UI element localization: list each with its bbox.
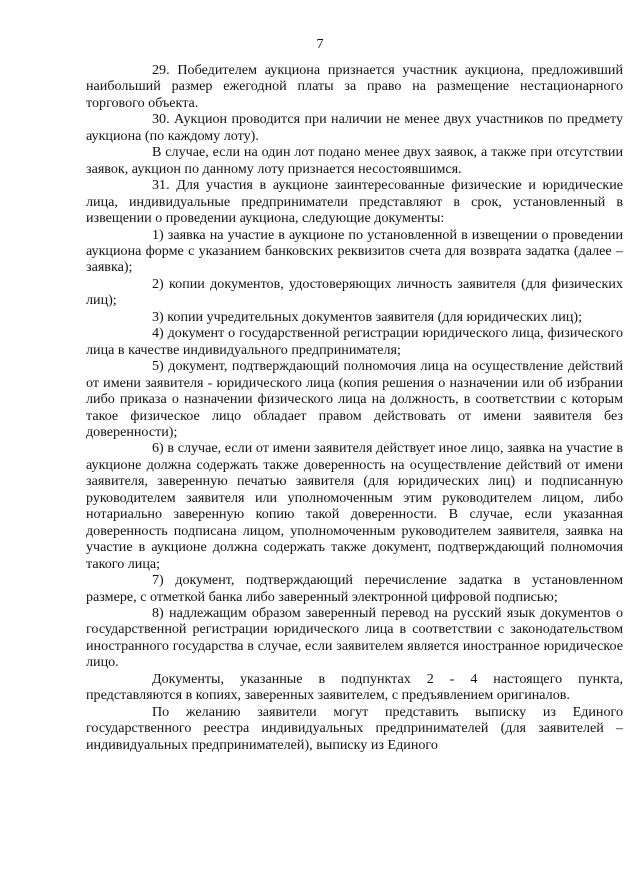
- list-item-2: 2) копии документов, удостоверяющих личность заявителя (для физических лиц);: [86, 275, 623, 309]
- page-number: 7: [316, 37, 324, 52]
- list-item-3: 3) копии учредительных документов заявителя (для юридических лиц);: [152, 308, 582, 325]
- list-item-1: 1) заявка на участие в аукционе по установленной в извещении о проведении аукциона форме с указанием банковских реквизитов счета для возврата задатка (далее – заявка);: [86, 226, 623, 276]
- paragraph-copies-note: Документы, указанные в подпунктах 2 - 4 настоящего пункта, представляются в копиях, заверенных заявителем, с предъявлением оригиналов.: [86, 670, 623, 704]
- paragraph-clause-29: 29. Победителем аукциона признается участник аукциона, предложивший наибольший размер ежегодной платы за право на размещение нестационарного торгового объекта.: [86, 62, 623, 111]
- paragraph-optional-extract: По желанию заявители могут представить выписку из Единого государственного реестра индивидуальных предпринимателей (для заявителей – индивидуальных предпринимателей), выписку из Единого: [86, 703, 623, 753]
- list-item-8: 8) надлежащим образом заверенный перевод на русский язык документов о государственной регистрации юридического лица в соответствии с законодательством иностранного государства в случае, если заявителем является иностранное юридическое лицо.: [86, 604, 623, 671]
- paragraph-clause-30: 30. Аукцион проводится при наличии не менее двух участников по предмету аукциона (по каждому лоту).: [86, 111, 623, 144]
- paragraph-clause-31: 31. Для участия в аукционе заинтересованные физические и юридические лица, индивидуальные предприниматели представляют в срок, установленный в извещении о проведении аукциона, следующие документы:: [86, 177, 623, 227]
- list-item-6: 6) в случае, если от имени заявителя действует иное лицо, заявка на участие в аукционе должна содержать также доверенность на осуществление действий от имени заявителя, заверенную печатью заявителя (для юридических лиц) и подписанную руководителем заявителя или уполномоченным этим руководителем лицом, либо нотариально заверенную копию такой доверенности. В случае, если указанная доверенность подписана лицом, уполномоченным руководителем заявителя, заявка на участие в аукционе должна содержать также документ, подтверждающий полномочия такого лица;: [86, 440, 623, 572]
- paragraph-clause-30-note: В случае, если на один лот подано менее двух заявок, а также при отсутствии заявок, аукцион по данному лоту признается несостоявшимся.: [86, 144, 623, 177]
- list-item-4: 4) документ о государственной регистрации юридического лица, физического лица в качестве индивидуального предпринимателя;: [86, 325, 623, 358]
- list-item-5: 5) документ, подтверждающий полномочия лица на осуществление действий от имени заявителя - юридического лица (копия решения о назначении или об избрании либо приказа о назначении физического лица на должность, в соответствии с которым такое физическое лицо обладает правом действовать от имени заявителя без доверенности);: [86, 358, 623, 440]
- document-body: [86, 62, 623, 753]
- list-item-7: 7) документ, подтверждающий перечисление задатка в установленном размере, с отметкой банка либо заверенный электронной цифровой подписью;: [86, 572, 623, 605]
